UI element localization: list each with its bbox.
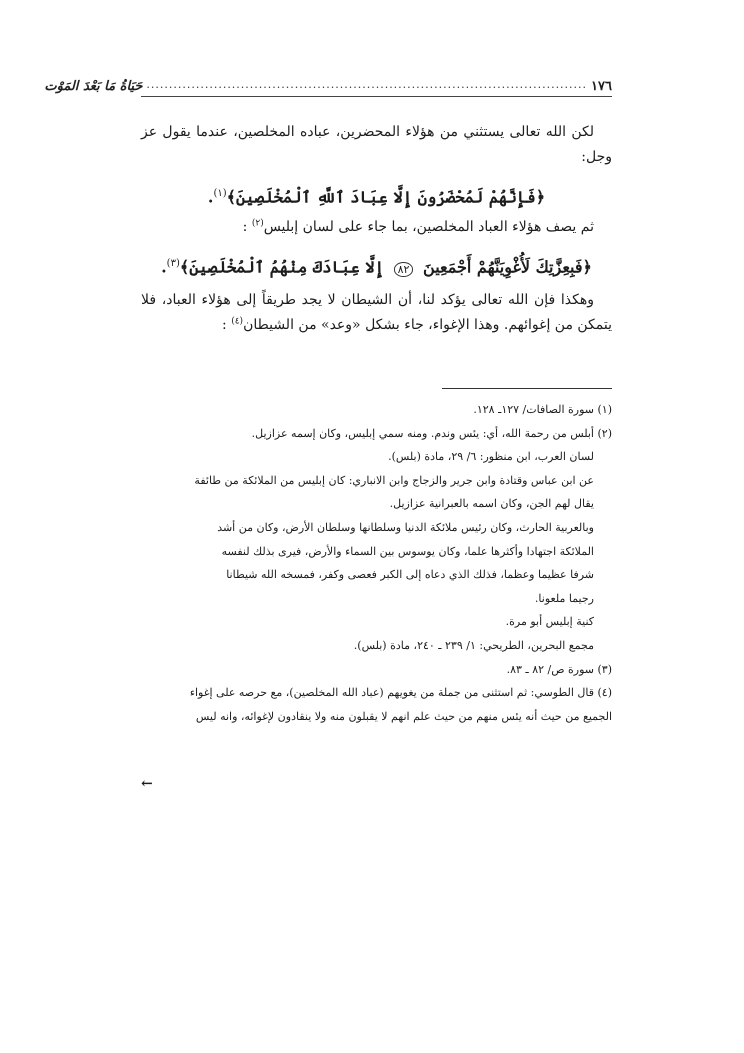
footnote-2-body-line-6: رجيما ملعونا. [534,591,594,605]
footnote-2-body-line-4: الملائكة اجتهادا وأكثرها علما، وكان يوسوس بين السماء والأرض، فيرى بذلك لنفسه [221,544,594,558]
header-leader-dots: .................................................................................................. [146,78,588,91]
quran-verse-2: ﴿فَبِعِزَّتِكَ لَأُغْوِيَنَّهُمْ أَجْمَعِينَ ٨٢ إِلَّا عِبَادَكَ مِنْهُمُ ٱلْمُخْلَصِينَ﴾$^{(٣)}$. [161,257,592,277]
footnote-2: (٢) أبلس من رحمة الله، أي: يئس وندم. ومنه سمي إبليس، وكان إسمه عزازيل. [251,426,612,440]
footnote-4-line-2: الجميع من حيث أنه يئس منهم من حيث علم انهم لا يقبلون منه ولا ينقادون لإغوائه، وانه ليس [195,709,612,723]
paragraph-2: ثم يصف هؤلاء العباد المخلصين، بما جاء على لسان إبليس$^{(٢)}$ : [242,218,594,236]
verse-1-footnote-ref: (١) [213,188,227,199]
verse-number-ornament: ٨٢ [394,262,414,277]
footnote-2-body-line-1: عن ابن عباس وقتادة وابن جرير والزجاج وابن الانباري: كان إبليس من الملائكة من طائفة [194,473,594,487]
footnote-separator [442,388,612,389]
paragraph-2-text: ثم يصف هؤلاء العباد المخلصين، بما جاء على لسان إبليس [263,219,594,236]
book-title-logo: حَيَاةُ مَا بَعْدَ المَوْت [44,79,143,94]
footnote-2-body-line-5: شرفا عظيما وعظما، فذلك الذي دعاه إلى الكبر فعصى وكفر، فمسخه الله شيطانا [226,568,594,582]
header-rule [141,96,612,97]
verse-2-text-a: ﴿فَبِعِزَّتِكَ لَأُغْوِيَنَّهُمْ أَجْمَعِينَ [423,257,592,277]
running-header [44,70,612,94]
footnote-2-body-line-3: وبالعربية الحارث، وكان رئيس ملائكة الدنيا وسلطانها وسلطان الأرض، وكان من أشد [217,520,594,534]
footnotes [141,398,612,728]
verse-1-text: ﴿فَإِنَّهُمْ لَمُحْضَرُونَ إِلَّا عِبَادَ ٱللَّهِ ٱلْمُخْلَصِينَ﴾ [226,187,546,207]
paragraph-1: لكن الله تعالى يستثني من هؤلاء المحضرين، عباده المخلصين، عندما يقول عز وجل: [141,124,612,165]
footnote-2-body-line-2: يقال لهم الجن، وكان اسمه بالعبرانية عزازيل. [389,497,594,511]
paragraph-3: وهكذا فإن الله تعالى يؤكد لنا، أن الشيطان لا يجد طريقاً إلى هؤلاء العباد، فلا يتمكن من إغوائهم. وهذا الإغواء، جاء بشكل «وعد» من الشيطان$^{(٤)}$ : [141,291,612,333]
main-text [141,120,612,338]
paragraph-3-footnote-ref: (٤) [231,316,244,326]
continuation-arrow-icon: ← [141,776,153,792]
quran-verse-1: ﴿فَإِنَّهُمْ لَمُحْضَرُونَ إِلَّا عِبَادَ ٱللَّهِ ٱلْمُخْلَصِينَ﴾$^{(١)}$. [207,187,546,207]
footnote-2-source-1: لسان العرب، ابن منظور: ٦/ ٢٩، مادة (بلس). [388,450,594,464]
verse-2-text-b: إِلَّا عِبَادَكَ مِنْهُمُ ٱلْمُخْلَصِينَ﴾ [179,257,385,277]
footnote-3: (٣) سورة ص/ ٨٢ ـ ٨٣. [506,662,612,676]
paragraph-2-footnote-ref: (٢) [251,218,264,229]
footnote-1: (١) سورة الصافات/ ١٢٧ـ ١٢٨. [473,403,612,416]
paragraph-3-text: وهكذا فإن الله تعالى يؤكد لنا، أن الشيطان لا يجد طريقاً إلى هؤلاء العباد، فلا يتمكن من إغوائهم. وهذا الإغواء، جاء بشكل «وعد» من الشيطان [141,291,612,333]
page-number: ١٧٦ [591,79,612,94]
footnote-4-line-1: (٤) قال الطوسي: ثم استثنى من جملة من يغويهم (عباد الله المخلصين)، مع حرصه على إغواء [189,686,612,700]
footnote-2-kunya: كنية إبليس أبو مرة. [505,615,594,629]
footnote-2-source-2: مجمع البحرين، الطريحي: ١/ ٢٣٩ ـ ٢٤٠، مادة (بلس). [353,638,594,652]
verse-2-footnote-ref: (٣) [166,258,180,270]
